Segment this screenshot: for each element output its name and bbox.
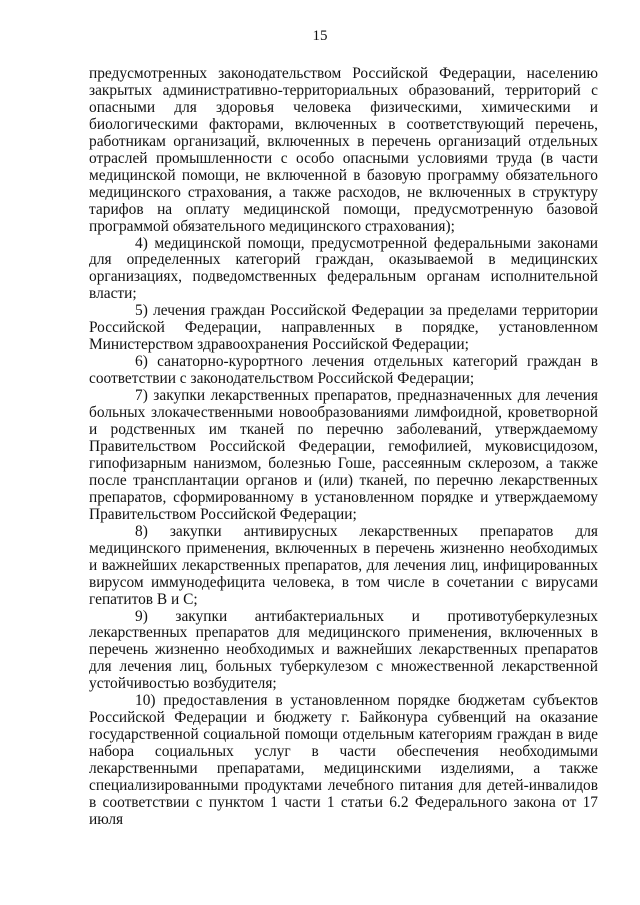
paragraph-item-5: 5) лечения граждан Российской Федерации за пределами территории Российской Федерации, направленных в порядке, установленном Министерством здравоохранения Российской Федерации; bbox=[89, 302, 598, 354]
paragraph-item-4: 4) медицинской помощи, предусмотренной федеральными законами для определенных категорий граждан, оказываемой в медицинских организациях, подведомственных федеральным органам исполнительной власти; bbox=[89, 234, 598, 303]
paragraph-continuation: предусмотренных законодательством Российской Федерации, населению закрытых административно-территориальных образований, территорий с опасными для здоровья человека физическими, химическими и биологическими факторами, включенных в соответствующий перечень, работникам организаций, включенных в перечень организаций отдельных отраслей промышленности с особо опасными условиями труда (в части медицинской помощи, не включенной в базовую программу обязательного медицинского страхования, а также расходов, не включенных в структуру тарифов на оплату медицинской помощи, предусмотренную базовой программой обязательного медицинского страхования); bbox=[89, 65, 598, 235]
paragraph-item-10: 10) предоставления в установленном порядке бюджетам субъектов Российской Федерации и бюджету г. Байконура субвенций на оказание государственной социальной помощи отдельным категориям граждан в виде набора социальных услуг в части обеспечения необходимыми лекарственными препаратами, медицинскими изделиями, а также специализированными продуктами лечебного питания для детей-инвалидов в соответствии с пунктом 1 части 1 статьи 6.2 Федерального закона от 17 июля bbox=[89, 692, 598, 828]
paragraph-item-9: 9) закупки антибактериальных и противотуберкулезных лекарственных препаратов для медицинского применения, включенных в перечень жизненно необходимых и важнейших лекарственных препаратов для лечения лиц, больных туберкулезом с множественной лекарственной устойчивостью возбудителя; bbox=[89, 607, 598, 693]
paragraph-item-7: 7) закупки лекарственных препаратов, предназначенных для лечения больных злокачественными новообразованиями лимфоидной, кроветворной и родственных им тканей по перечню заболеваний, утверждаемому Правительством Российской Федерации, гемофилией, муковисцидозом, гипофизарным нанизмом, болезнью Гоше, рассеянным склерозом, а также после трансплантации органов и (или) тканей, по перечню лекарственных препаратов, сформированному в установленном порядке и утверждаемому Правительством Российской Федерации; bbox=[89, 387, 598, 523]
document-body bbox=[89, 66, 598, 829]
paragraph-item-8: 8) закупки антивирусных лекарственных препаратов для медицинского применения, включенных в перечень жизненно необходимых и важнейших лекарственных препаратов, для лечения лиц, инфицированных вирусом иммунодефицита человека, в том числе в сочетании с вирусами гепатитов В и С; bbox=[89, 522, 598, 608]
paragraph-item-6: 6) санаторно-курортного лечения отдельных категорий граждан в соответствии с законодательством Российской Федерации; bbox=[89, 353, 598, 388]
page-number: 15 bbox=[312, 28, 328, 44]
